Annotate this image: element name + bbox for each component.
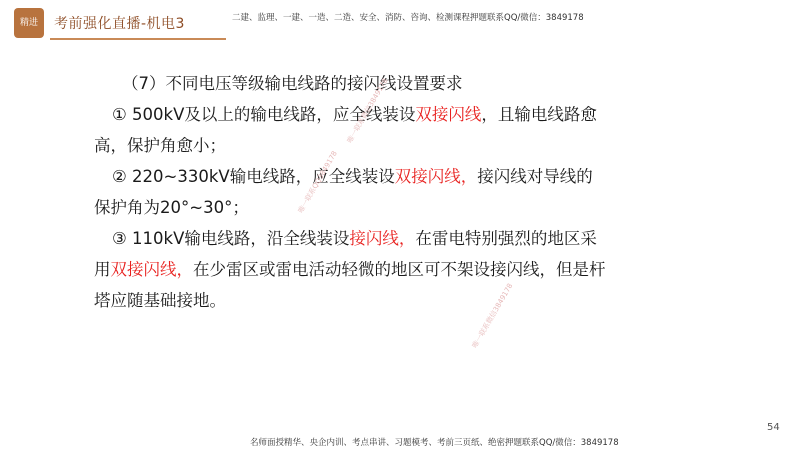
item1-text-a: ① 500kV及以上的输电线路，应全线装设 [112,105,416,124]
item3-highlight-1: 接闪线， [349,229,416,248]
item2-line2: 保护角为20°~30°； [94,198,249,217]
bottom-ad-text: 名师面授精华、央企内训、考点串讲、习题模考、考前三页纸、绝密押题联系QQ/微信：3849178 [250,438,619,448]
page-number: 54 [767,422,780,433]
item1-highlight: 双接闪线 [415,105,482,124]
item3-text-b: 在雷电特别强烈的地区采 [415,229,597,248]
watermark-1: 唯一联系QQ3849178 [296,149,339,215]
section-heading: （7）不同电压等级输电线路的接闪线设置要求 [122,74,463,93]
item2-text-b: 接闪线对导线的 [477,167,593,186]
watermark-2: 唯一联系微信3849178 [345,77,390,145]
item2-line1 [94,161,654,192]
item1-text-b: ，且输电线路愈 [481,105,597,124]
item3-text-a: ③ 110kV输电线路，沿全线装设 [112,229,350,248]
item3-highlight-2: 双接闪线， [110,260,193,279]
slide-header [0,0,800,42]
item3-line3: 塔应随基础接地。 [94,291,226,310]
item2-highlight: 双接闪线， [394,167,478,186]
watermark-3: 唯一联系微信3849178 [470,282,515,350]
item3-line2 [94,254,654,285]
course-title: 考前强化直播-机电3 [54,16,185,32]
item2-text-a: ② 220~330kV输电线路，应全线装设 [112,167,395,186]
item3-text-d: 在少雷区或雷电活动轻微的地区可不架设接闪线，但是杆 [193,260,606,279]
item3-line1 [94,223,654,254]
title-underline [50,38,226,40]
item1-line2: 高，保护角愈小； [94,136,226,155]
item3-text-c: 用 [94,260,111,279]
logo-badge: 精进 [14,8,44,38]
top-ad-text: 二建、监理、一建、一造、二造、安全、消防、咨询、检测课程押题联系QQ/微信：3849178 [232,13,584,23]
